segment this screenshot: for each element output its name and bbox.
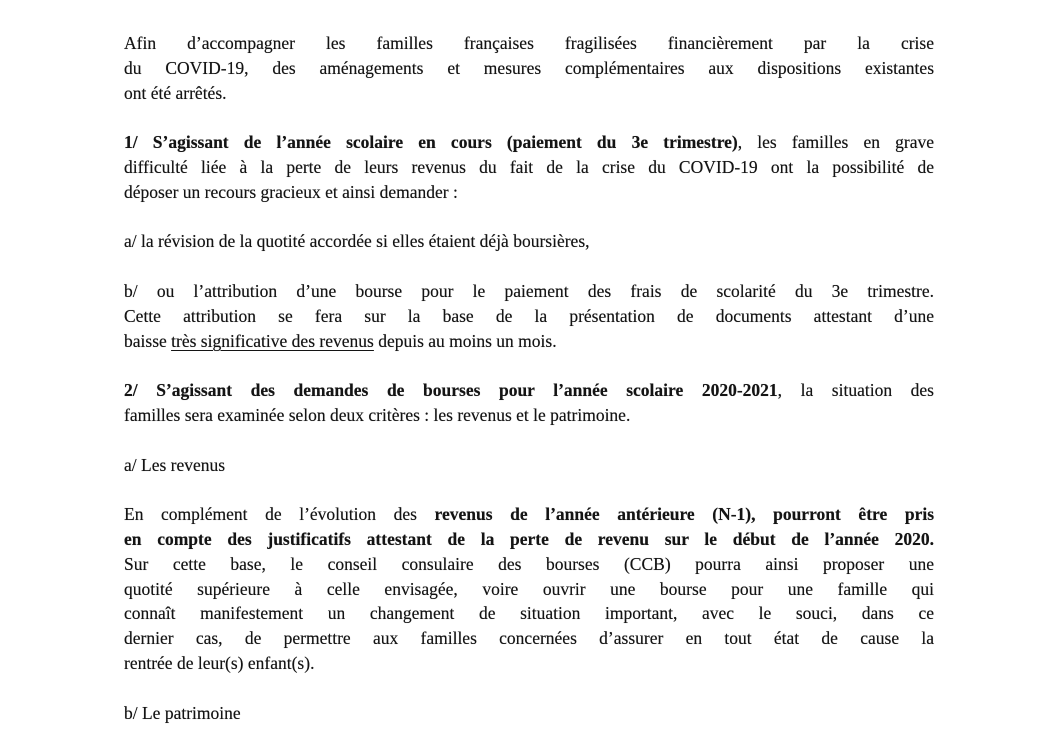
bold-phrase: revenus de l’année antérieure (N-1), pourront être pris <box>434 504 935 525</box>
text-run: Cette attribution se fera sur la base de la présentation de documents attestant d’une <box>124 305 934 326</box>
text-line <box>124 279 934 304</box>
subheading-patrimoine <box>124 701 934 726</box>
text-run: Afin d’accompagner les familles françaises fragilisées financièrement par la crise <box>124 33 934 53</box>
text-line <box>124 527 934 552</box>
text-line <box>124 56 934 81</box>
text-line <box>124 378 934 403</box>
section-2-heading: 2/ S’agissant des demandes de bourses pour l’année scolaire 2020-2021 <box>124 380 778 401</box>
text-line <box>124 130 934 155</box>
subheading-revenus <box>124 453 934 478</box>
text-run: difficulté liée à la perte de leurs revenus du fait de la crise du COVID-19 ont la possibilité de <box>124 156 934 177</box>
text-line <box>124 229 934 254</box>
text-run: , les familles en grave <box>737 132 934 153</box>
text-run: a/ Les revenus <box>124 454 226 475</box>
text-line <box>124 304 934 329</box>
text-line <box>124 601 934 626</box>
paragraph-section-2 <box>124 378 934 428</box>
text-line <box>124 453 934 478</box>
paragraph-item-b-attribution <box>124 279 934 353</box>
text-line <box>124 701 934 726</box>
text-run: a/ la révision de la quotité accordée si elles étaient déjà boursières, <box>124 231 590 252</box>
text-line <box>124 502 934 527</box>
text-run: familles sera examinée selon deux critères : les revenus et le patrimoine. <box>124 404 631 425</box>
text-run: depuis au moins un mois. <box>373 330 557 351</box>
text-run: dernier cas, de permettre aux familles concernées d’assurer en tout état de cause la <box>124 628 934 649</box>
text-line <box>124 329 934 354</box>
text-line <box>124 81 934 106</box>
text-line <box>124 403 934 428</box>
text-run: baisse <box>124 330 172 351</box>
text-run: rentrée de leur(s) enfant(s). <box>124 652 315 673</box>
text-run: b/ ou l’attribution d’une bourse pour le paiement des frais de scolarité du 3e trimestre. <box>124 280 934 301</box>
text-line <box>124 180 934 205</box>
text-run: quotité supérieure à celle envisagée, voire ouvrir une bourse pour une famille qui <box>124 578 934 599</box>
text-line <box>124 577 934 602</box>
text-line <box>124 651 934 676</box>
text-line <box>124 155 934 180</box>
paragraph-item-a-revision <box>124 229 934 254</box>
text-run: En complément de l’évolution des <box>124 504 435 525</box>
text-line <box>124 31 934 56</box>
paragraph-revenus-detail <box>124 502 934 676</box>
paragraph-intro <box>124 31 934 105</box>
text-run: b/ Le patrimoine <box>124 702 241 723</box>
text-run: du COVID-19, des aménagements et mesures complémentaires aux dispositions existantes <box>124 57 934 78</box>
text-run: ont été arrêtés. <box>124 82 227 103</box>
bold-phrase: en compte des justificatifs attestant de la perte de revenu sur le début de l’année 2020. <box>124 528 934 549</box>
underlined-phrase: très significative des revenus <box>171 330 374 351</box>
text-run: Sur cette base, le conseil consulaire des bourses (CCB) pourra ainsi proposer une <box>124 553 934 574</box>
text-run: connaît manifestement un changement de situation important, avec le souci, dans ce <box>124 603 934 624</box>
document-page <box>124 31 934 750</box>
text-run: , la situation des <box>777 380 934 401</box>
text-line <box>124 626 934 651</box>
section-1-heading: 1/ S’agissant de l’année scolaire en cours (paiement du 3e trimestre) <box>124 132 738 153</box>
text-run: déposer un recours gracieux et ainsi demander : <box>124 181 458 202</box>
text-line <box>124 552 934 577</box>
paragraph-section-1 <box>124 130 934 204</box>
